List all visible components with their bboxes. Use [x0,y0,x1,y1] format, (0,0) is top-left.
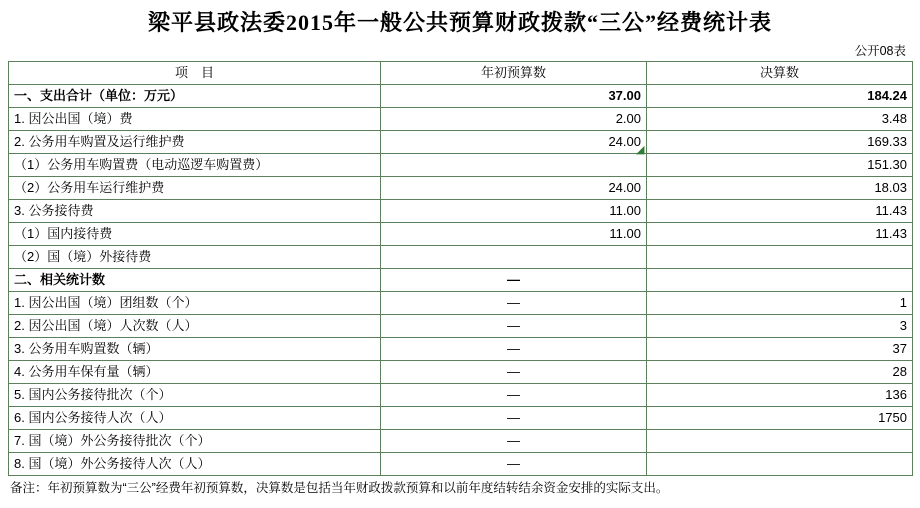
check-mark-icon: ◢ [636,144,645,156]
table-footnote: 备注：年初预算数为“三公”经费年初预算数，决算数是包括当年财政拨款预算和以前年度结转结余资金安排的实际支出。 [10,481,669,495]
table-body [9,85,913,476]
row-final-value: 1 [647,292,913,315]
row-budget-value: — [381,430,647,453]
table-row [9,177,913,200]
row-item-label: 3. 公务接待费 [9,200,381,223]
table-row [9,269,913,292]
expense-statistics-table [8,61,913,476]
row-budget-value [381,246,647,269]
row-final-value [647,430,913,453]
table-row [9,407,913,430]
row-final-value: 28 [647,361,913,384]
row-budget-value: — [381,384,647,407]
table-header [9,62,913,85]
table-row [9,315,913,338]
row-final-value: 11.43 [647,223,913,246]
table-row [9,223,913,246]
row-final-value: 3.48 [647,108,913,131]
row-budget-value: — [381,453,647,476]
table-row [9,131,913,154]
row-budget-value: — [381,292,647,315]
row-item-label: 8. 国（境）外公务接待人次（人） [9,453,381,476]
sheet-number: 公开08表 [854,44,906,58]
row-item-label: 二、相关统计数 [9,269,381,292]
table-row [9,453,913,476]
row-budget-value: 2.00 [381,108,647,131]
row-budget-value: 11.00 [381,223,647,246]
row-budget-value [381,154,647,177]
row-item-label: 一、支出合计（单位：万元） [9,85,381,108]
row-final-value: 18.03 [647,177,913,200]
row-final-value: 3 [647,315,913,338]
table-row [9,154,913,177]
row-budget-value: — [381,338,647,361]
row-budget-value: 24.00 [381,131,647,154]
row-final-value: 184.24 [647,85,913,108]
row-final-value: 11.43 [647,200,913,223]
row-budget-value: — [381,407,647,430]
row-final-value: 1750 [647,407,913,430]
table-row [9,246,913,269]
row-item-label: （1）公务用车购置费（电动巡逻车购置费） [9,154,381,177]
row-budget-value: — [381,315,647,338]
row-item-label: （2）公务用车运行维护费 [9,177,381,200]
row-final-value: 169.33 [647,131,913,154]
row-item-label: （2）国（境）外接待费 [9,246,381,269]
row-final-value [647,269,913,292]
row-budget-value: 11.00 [381,200,647,223]
table-row [9,384,913,407]
row-final-value: 37 [647,338,913,361]
row-item-label: 2. 因公出国（境）人次数（人） [9,315,381,338]
row-item-label: 1. 因公出国（境）费 [9,108,381,131]
row-final-value [647,246,913,269]
table-row [9,292,913,315]
row-final-value: 136 [647,384,913,407]
row-item-label: 4. 公务用车保有量（辆） [9,361,381,384]
row-budget-value: — [381,269,647,292]
row-budget-value: 24.00 [381,177,647,200]
row-item-label: 1. 因公出国（境）团组数（个） [9,292,381,315]
table-header-row [9,62,913,85]
row-final-value [647,453,913,476]
row-item-label: 5. 国内公务接待批次（个） [9,384,381,407]
page-title: 梁平县政法委2015年一般公共预算财政拨款“三公”经费统计表 [147,10,772,35]
column-header-budget: 年初预算数 [381,62,647,85]
table-row [9,338,913,361]
row-item-label: 7. 国（境）外公务接待批次（个） [9,430,381,453]
table-row [9,108,913,131]
row-final-value: 151.30 [647,154,913,177]
row-budget-value: — [381,361,647,384]
row-budget-value: 37.00 [381,85,647,108]
column-header-final: 决算数 [647,62,913,85]
table-row [9,200,913,223]
table-row [9,361,913,384]
table-row [9,430,913,453]
row-item-label: 3. 公务用车购置数（辆） [9,338,381,361]
row-item-label: 2. 公务用车购置及运行维护费 [9,131,381,154]
row-item-label: 6. 国内公务接待人次（人） [9,407,381,430]
table-row [9,85,913,108]
column-header-item: 项 目 [9,62,381,85]
row-item-label: （1）国内接待费 [9,223,381,246]
